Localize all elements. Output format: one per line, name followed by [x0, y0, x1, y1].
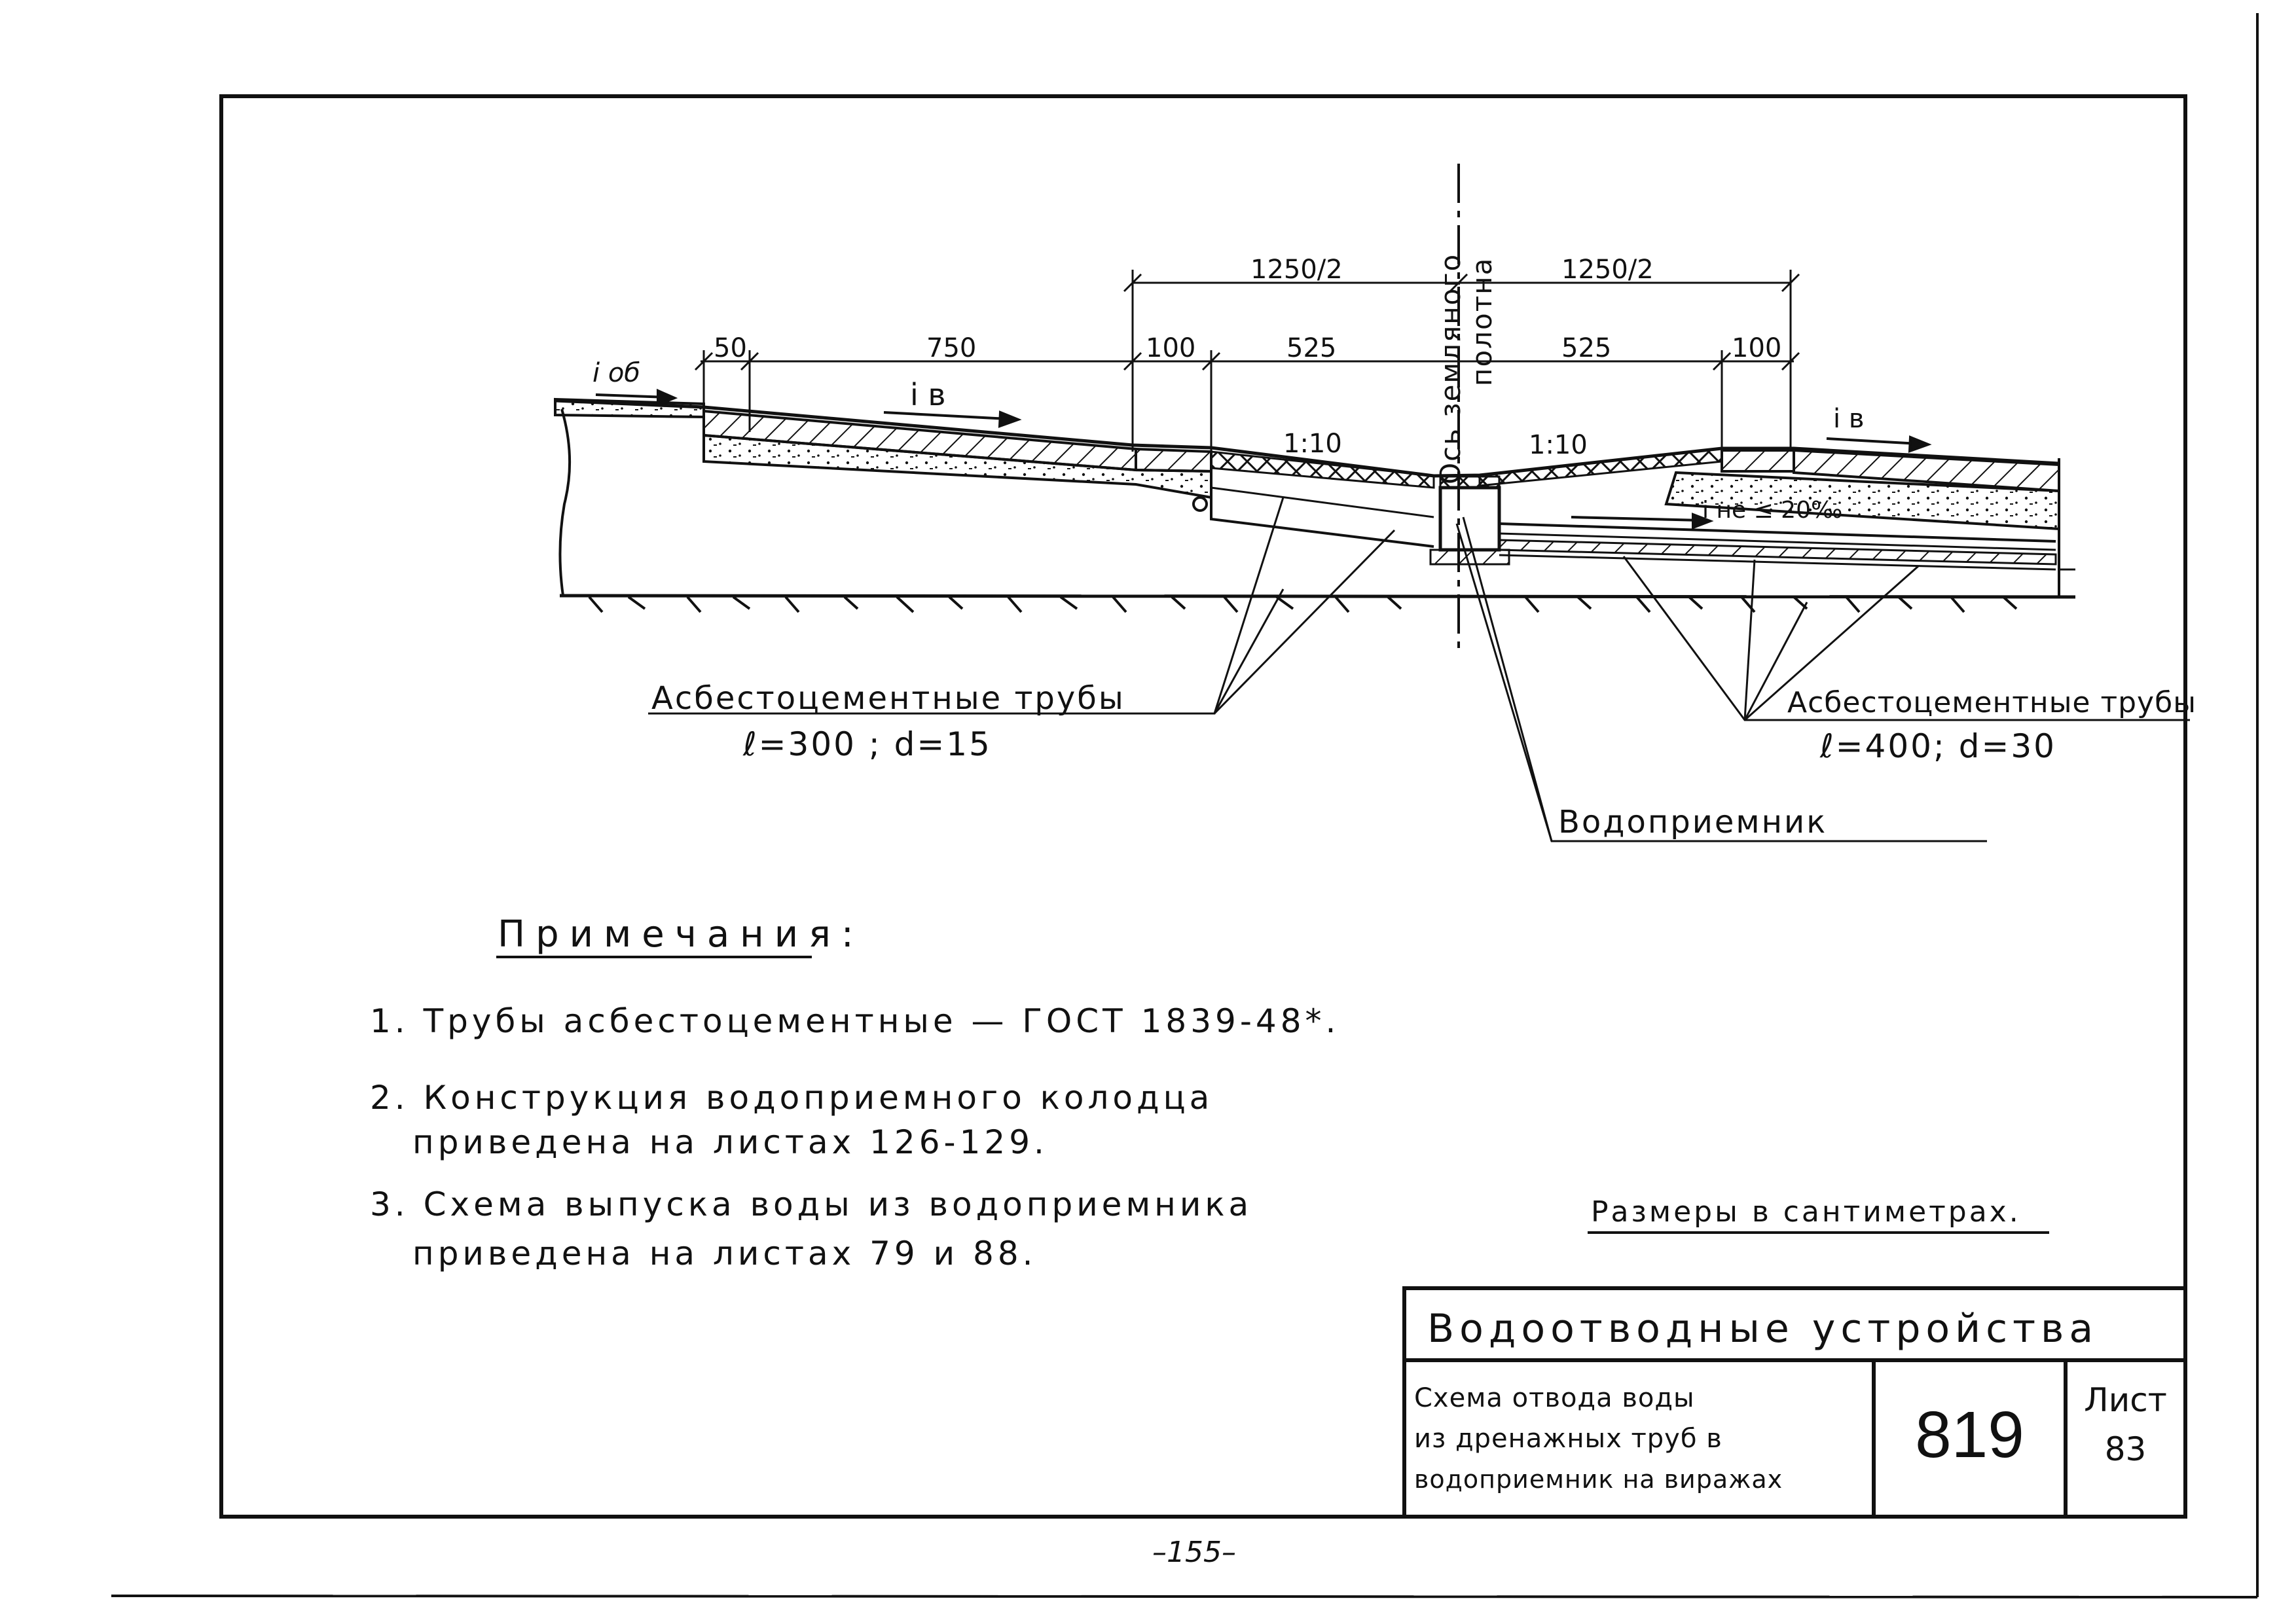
note-1: 1. Трубы асбестоцементные — ГОСТ 1839-48*. — [370, 1002, 1340, 1040]
dim-50: 50 — [714, 333, 747, 363]
note-3-line2: приведена на листах 79 и 88. — [412, 1235, 1037, 1272]
dim-525-left: 525 — [1286, 333, 1337, 363]
slope-i-ob: i об — [592, 358, 640, 388]
slope-pipe: i не ≤ 20‰ — [1702, 497, 1843, 524]
axis-label — [1435, 253, 1498, 484]
description-line2: из дренажных труб в — [1414, 1424, 1722, 1454]
dim-top-right: 1250/2 — [1561, 255, 1654, 285]
dim-100-right: 100 — [1732, 333, 1782, 363]
title-block-number: 819 — [1915, 1398, 2024, 1471]
sheet-number: 83 — [2104, 1430, 2147, 1468]
title-block-description — [1414, 1378, 1783, 1500]
sheet-label: Лист — [2084, 1381, 2167, 1419]
notes-heading: Примечания: — [498, 913, 864, 956]
right-pipes-size: ℓ=400; d=30 — [1820, 727, 2056, 765]
units-note: Размеры в сантиметрах. — [1591, 1195, 2021, 1229]
page-number: –155– — [1152, 1536, 1236, 1569]
left-break-line — [560, 409, 570, 596]
right-pipes-title: Асбестоцементные трубы — [1787, 686, 2196, 719]
title-block-title: Водоотводные устройства — [1427, 1306, 2099, 1352]
receiver-label: Водоприемник — [1558, 804, 1828, 840]
left-pipes-title: Асбестоцементные трубы — [651, 680, 1125, 717]
slope-ratio-right: 1:10 — [1529, 430, 1588, 460]
sheet-frame — [221, 96, 2185, 1517]
dim-top-left: 1250/2 — [1250, 255, 1343, 285]
note-2-line1: 2. Конструкция водоприемного колодца — [370, 1079, 1214, 1117]
description-line1: Схема отвода воды — [1414, 1383, 1695, 1413]
slope-ratio-left: 1:10 — [1283, 429, 1342, 459]
axis-label-line1: Ось земляного — [1434, 253, 1467, 484]
dim-100-left: 100 — [1146, 333, 1196, 363]
description-line3: водоприемник на виражах — [1414, 1465, 1783, 1494]
note-2-line2: приведена на листах 126-129. — [412, 1123, 1048, 1161]
axis-label-line2: полотна — [1466, 257, 1498, 386]
note-3-line1: 3. Схема выпуска воды из водоприемника — [370, 1185, 1253, 1223]
dim-750: 750 — [926, 333, 977, 363]
slope-i-v-right: i в — [1833, 404, 1865, 434]
dim-525-right: 525 — [1561, 333, 1612, 363]
left-pipes-size: ℓ=300 ; d=15 — [743, 725, 992, 763]
slope-i-v-left: i в — [910, 377, 946, 412]
